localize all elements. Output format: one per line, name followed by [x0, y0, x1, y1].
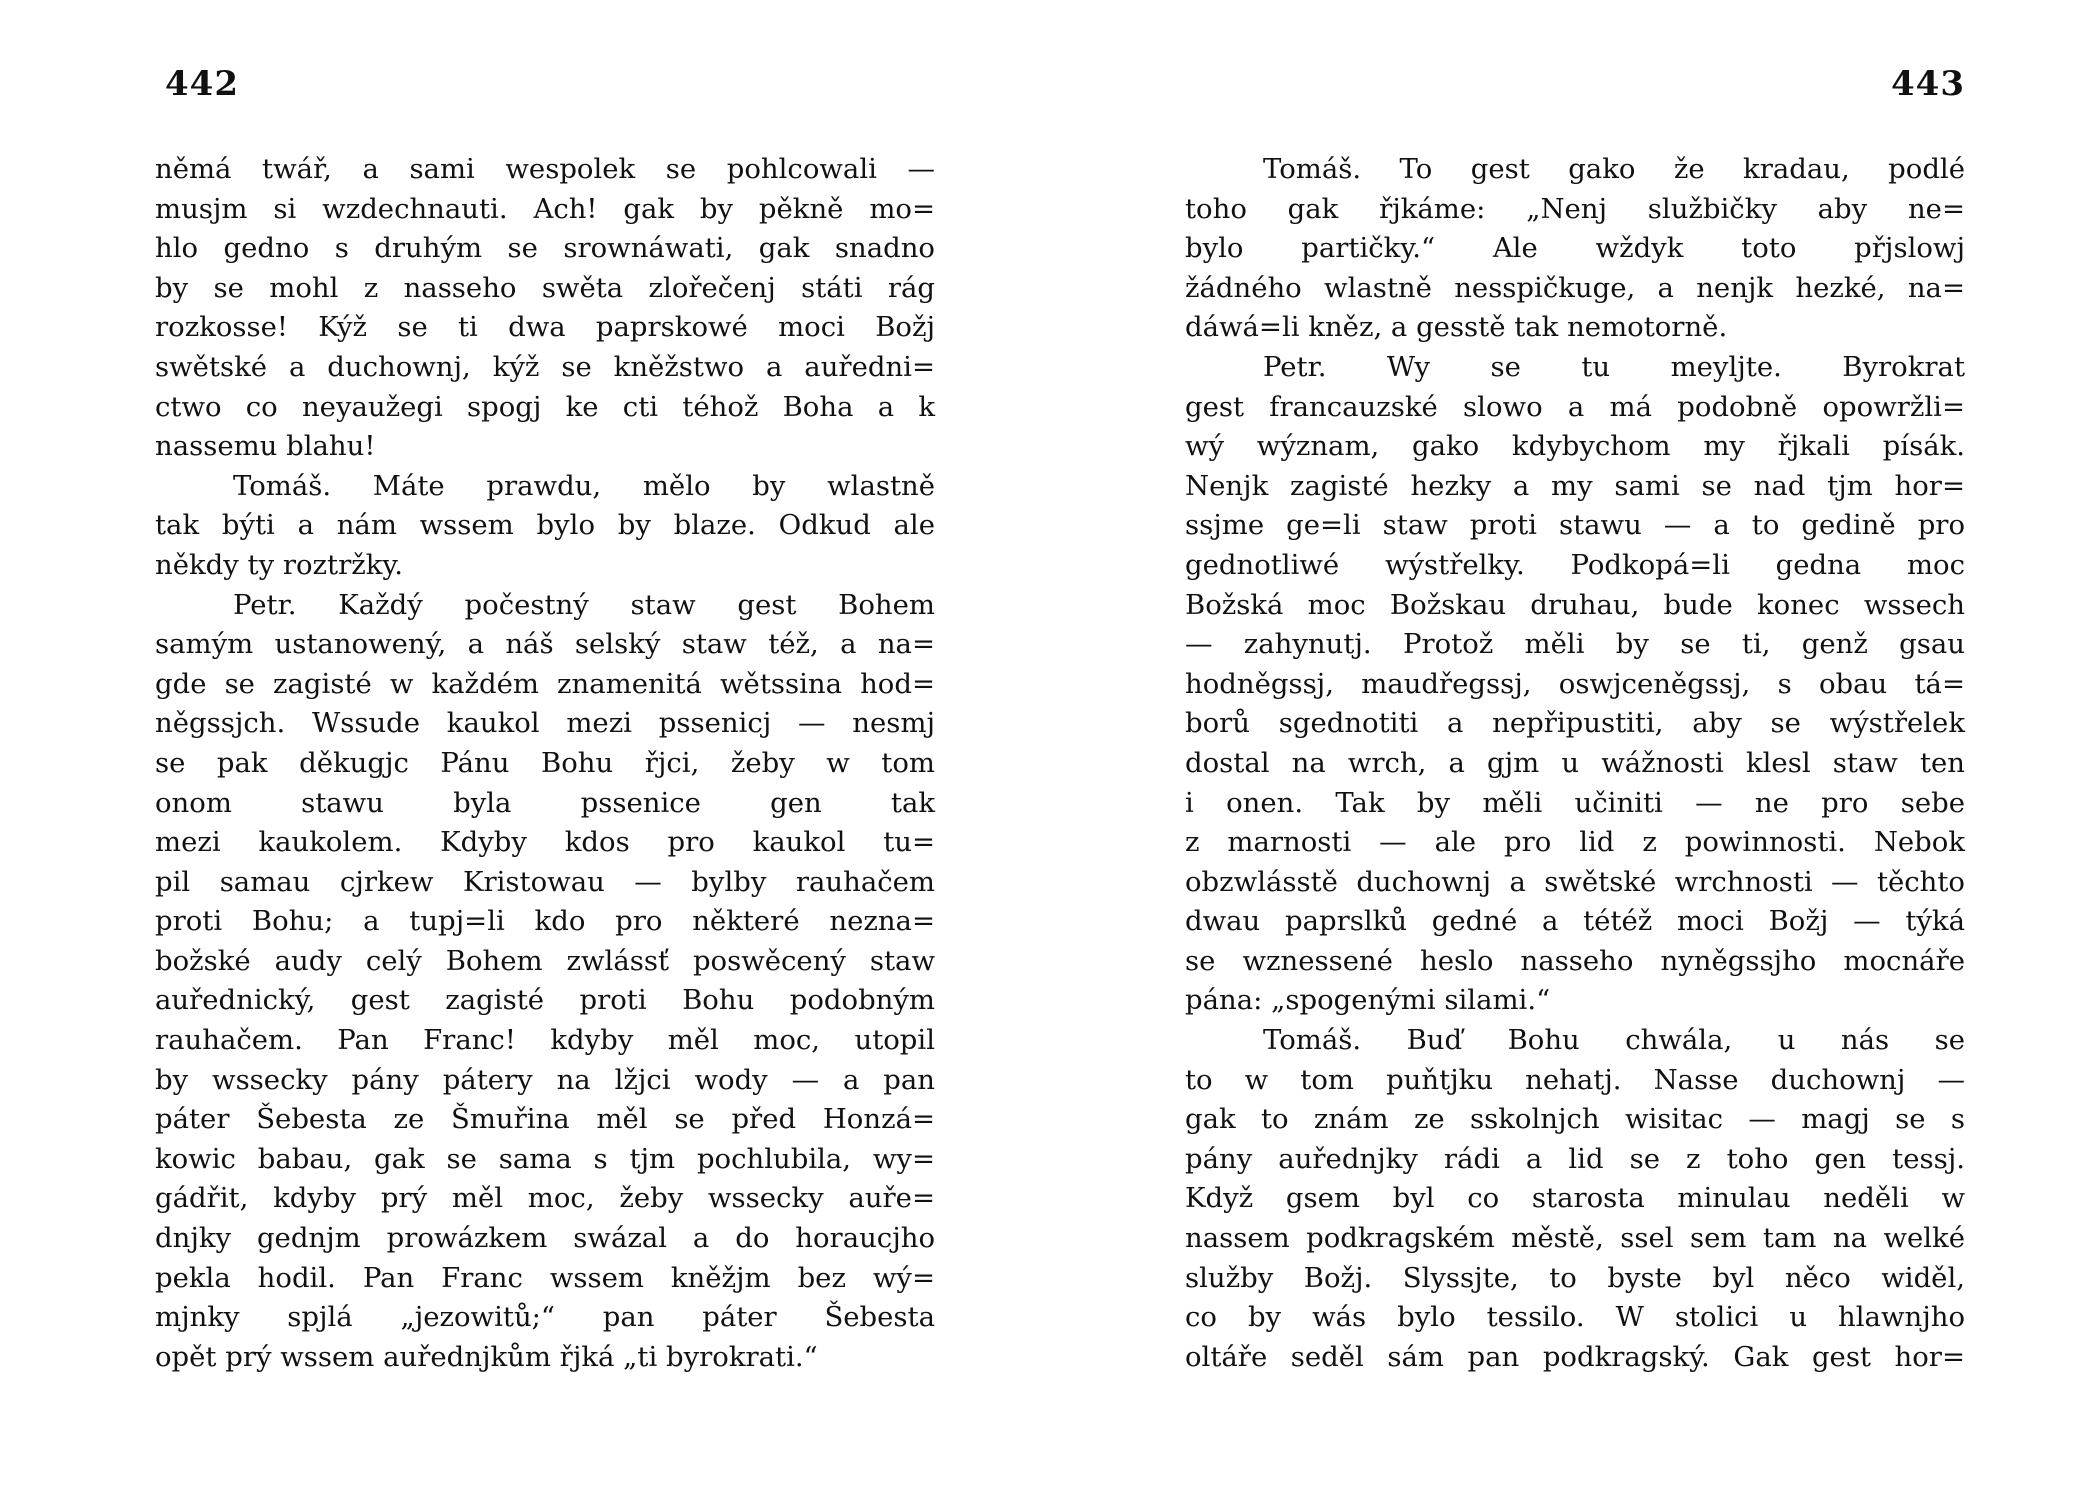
text-line: gak to znám ze sskolnjch wisitac — magj se s: [1185, 1103, 1965, 1136]
text-line: němá twář, a sami wespolek se pohlcowali —: [155, 153, 935, 185]
text-line: oltáře seděl sám pan podkragský. Gak gest hor=: [1185, 1340, 1965, 1373]
text-line: gednotliwé wýstřelky. Podkopá=li gedna moc: [1185, 548, 1965, 581]
text-line: dostal na wrch, a gjm u wážnosti klesl staw ten: [1185, 746, 1965, 779]
text-line: dwau paprslků gedné a tétéž moci Božj — týká: [1185, 905, 1965, 938]
text-line: Tomáš. To gest gako že kradau, podlé: [1263, 153, 1965, 185]
text-line: pány auřednjky rádi a lid se z toho gen tessj.: [1185, 1142, 1965, 1175]
text-line: nassemu blahu!: [155, 430, 376, 463]
text-line: gde se zagisté w každém znamenitá wětssina hod=: [155, 667, 935, 700]
text-line: božské audy celý Bohem zwlássť poswěcený staw: [155, 944, 935, 977]
text-line: musjm si wzdechnauti. Ach! gak by pěkně mo=: [155, 192, 935, 225]
text-line: bylo partičky.“ Ale wždyk toto přjslowj: [1185, 232, 1965, 265]
text-line: i onen. Tak by měli učiniti — ne pro sebe: [1185, 786, 1965, 819]
text-line: žádného wlastně nesspičkuge, a nenjk hezké, na=: [1185, 271, 1965, 304]
text-line: swětské a duchownj, kýž se kněžstwo a auředni=: [155, 350, 935, 383]
text-line: to w tom puňtjku nehatj. Nasse duchownj —: [1185, 1063, 1965, 1096]
text-line: hlo gedno s druhým se srownáwati, gak snadno: [155, 232, 935, 265]
page-number: 443: [1891, 64, 1965, 104]
text-line: dáwá=li kněz, a gesstě tak nemotorně.: [1185, 311, 1728, 344]
text-line: nassem podkragském městě, ssel sem tam na welké: [1185, 1222, 1965, 1255]
text-line: něgssjch. Wssude kaukol mezi pssenicj — nesmj: [155, 707, 935, 740]
text-line: Božská moc Božskau druhau, bude konec wssech: [1185, 588, 1965, 621]
text-line: Když gsem byl co starosta minulau neděli w: [1185, 1182, 1965, 1215]
text-line: Petr. Wy se tu meyljte. Byrokrat: [1263, 350, 1965, 383]
text-line: kowic babau, gak se sama s tjm pochlubila, wy=: [155, 1142, 935, 1175]
page-text: [155, 150, 935, 1377]
text-line: gest francauzské slowo a má podobně opowržli=: [1185, 390, 1965, 423]
text-line: Tomáš. Máte prawdu, mělo by wlastně: [233, 469, 935, 502]
spine: [1043, 0, 1044, 1500]
text-line: tak býti a nám wssem bylo by blaze. Odkud ale: [155, 509, 935, 542]
text-line: — zahynutj. Protož měli by se ti, genž gsau: [1185, 628, 1965, 661]
text-line: ctwo co neyaužegi spogj ke cti téhož Boha a k: [155, 390, 935, 423]
text-line: někdy ty roztržky.: [155, 548, 404, 581]
text-line: Tomáš. Buď Bohu chwála, u nás se: [1263, 1024, 1965, 1057]
left-page: [155, 0, 935, 1500]
text-line: by se mohl z nasseho swěta zlořečenj státi rág: [155, 271, 935, 304]
text-line: rozkosse! Kýž se ti dwa paprskowé moci Božj: [155, 311, 935, 344]
page-number: 442: [165, 64, 239, 104]
text-line: Petr. Každý počestný staw gest Bohem: [233, 588, 935, 621]
text-line: služby Božj. Slyssjte, to byste byl něco widěl,: [1185, 1261, 1965, 1294]
text-line: toho gak řjkáme: „Nenj službičky aby ne=: [1185, 192, 1965, 225]
text-line: rauhačem. Pan Franc! kdyby měl moc, utopil: [155, 1024, 935, 1057]
text-line: mezi kaukolem. Kdyby kdos pro kaukol tu=: [155, 826, 935, 859]
text-line: obzwlásstě duchownj a swětské wrchnosti — těchto: [1185, 865, 1965, 898]
text-line: by wssecky pány pátery na lžjci wody — a pan: [155, 1063, 935, 1096]
page-text: [1185, 150, 1965, 1377]
text-line: Nenjk zagisté hezky a my sami se nad tjm hor=: [1185, 469, 1965, 502]
text-line: pána: „spogenými silami.“: [1185, 984, 1551, 1017]
text-line: auřednický, gest zagisté proti Bohu podobným: [155, 984, 935, 1017]
text-line: z marnosti — ale pro lid z powinnosti. Nebok: [1185, 826, 1965, 859]
text-line: páter Šebesta ze Šmuřina měl se před Honzá=: [155, 1103, 935, 1136]
text-line: onom stawu byla pssenice gen tak: [155, 786, 935, 819]
text-line: pil samau cjrkew Kristowau — bylby rauhačem: [155, 865, 935, 898]
text-line: borů sgednotiti a nepřipustiti, aby se wýstřelek: [1185, 707, 1965, 740]
text-line: dnjky gednjm prowázkem swázal a do horaucjho: [155, 1222, 935, 1255]
text-line: opět prý wssem auřednjkům řjká „ti byrokrati.“: [155, 1340, 818, 1373]
text-line: hodněgssj, maudřegssj, oswjceněgssj, s obau tá=: [1185, 667, 1965, 700]
text-line: gádřit, kdyby prý měl moc, žeby wssecky auře=: [155, 1182, 935, 1215]
text-line: samým ustanowený, a náš selský staw též, a na=: [155, 628, 935, 661]
right-page: [1185, 0, 1965, 1500]
text-line: co by wás bylo tessilo. W stolici u hlawnjho: [1185, 1301, 1965, 1334]
text-line: se pak děkugjc Pánu Bohu řjci, žeby w tom: [155, 746, 935, 779]
text-line: se wznessené heslo nasseho nyněgssjho mocnáře: [1185, 944, 1965, 977]
text-line: pekla hodil. Pan Franc wssem kněžjm bez wý=: [155, 1261, 935, 1294]
text-line: ssjme ge=li staw proti stawu — a to gedině pro: [1185, 509, 1965, 542]
text-line: mjnky spjlá „jezowitů;“ pan páter Šebesta: [155, 1301, 935, 1334]
text-line: wý wýznam, gako kdybychom my řjkali písák.: [1185, 430, 1965, 463]
text-line: proti Bohu; a tupj=li kdo pro některé nezna=: [155, 905, 935, 938]
